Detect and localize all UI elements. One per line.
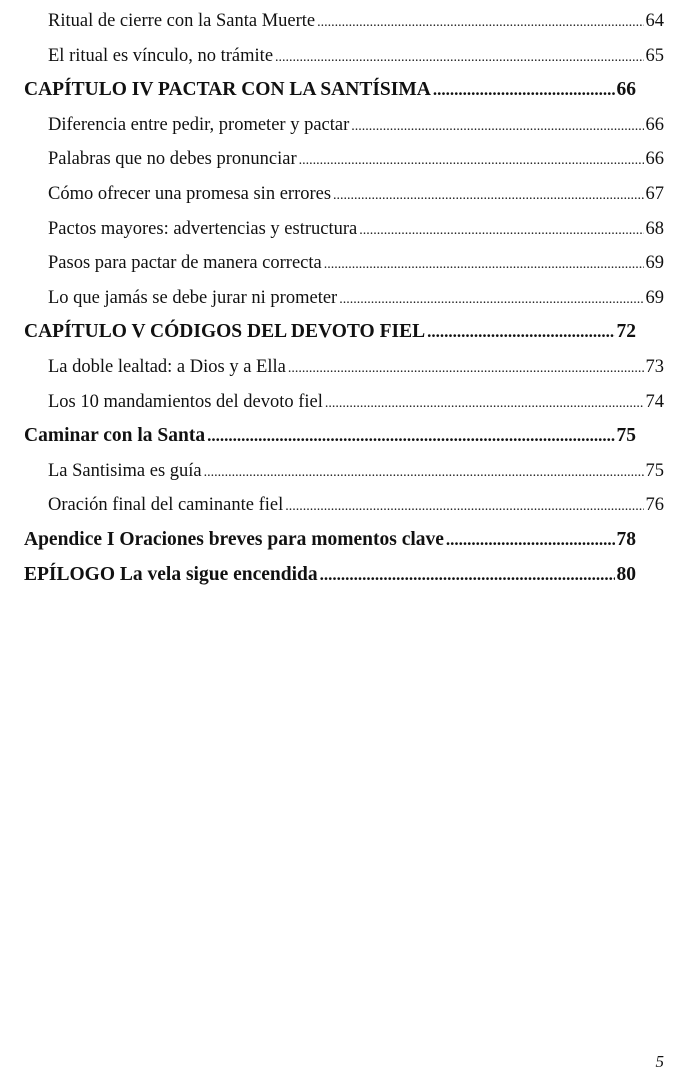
toc-chapter-entry[interactable] [0,73,700,108]
toc-entry[interactable] [0,454,700,489]
toc-dot-leader [351,110,643,145]
toc-entry-page: 67 [645,183,664,204]
toc-dot-leader [204,456,644,491]
toc-dot-leader [285,490,643,525]
toc-entry-title: EPÍLOGO La vela sigue encendida [24,563,318,585]
toc-entry[interactable] [0,350,700,385]
toc-chapter-entry[interactable] [0,315,700,350]
toc-dot-leader [359,214,643,249]
toc-entry[interactable] [0,281,700,316]
toc-entry-page: 75 [645,460,664,481]
toc-entry-title: Cómo ofrecer una promesa sin errores [48,183,332,204]
toc-entry[interactable] [0,246,700,281]
toc-entry-page: 66 [645,114,664,135]
toc-chapter-entry[interactable] [0,419,700,454]
toc-entry-title: Apendice I Oraciones breves para momentos clave [24,528,444,550]
toc-entry-page: 73 [645,356,664,377]
toc-entry-page: 68 [645,218,664,239]
toc-dot-leader [275,41,643,76]
toc-entry-title: Palabras que no debes pronunciar [48,149,297,170]
toc-dot-leader [339,283,643,318]
toc-entry-title: La Santisima es guía [48,460,202,481]
toc-entry-page: 64 [645,11,664,31]
toc-dot-leader [333,179,643,214]
toc-entry-page: 72 [616,321,636,343]
toc-dot-leader [427,315,614,350]
toc-entry-page: 78 [616,528,636,550]
toc-entry-page: 80 [616,563,636,585]
toc-entry[interactable] [0,177,700,212]
toc-entry-page: 69 [645,253,664,274]
toc-dot-leader [325,387,644,422]
toc-entry[interactable] [0,212,700,247]
toc-dot-leader [317,6,643,41]
toc-entry-title: La doble lealtad: a Dios y a Ella [48,356,286,377]
toc-dot-leader [288,352,644,387]
toc-entry[interactable] [0,39,700,74]
toc-entry[interactable] [0,488,700,523]
toc-dot-leader [324,248,644,283]
toc-entry[interactable] [0,142,700,177]
toc-entry-title: Los 10 mandamientos del devoto fiel [48,391,323,412]
toc-dot-leader [299,144,644,179]
toc-entry-title: Lo que jamás se debe jurar ni prometer [48,287,338,308]
toc-entry-title: CAPÍTULO V CÓDIGOS DEL DEVOTO FIEL [24,321,426,343]
toc-chapter-entry[interactable] [0,558,700,593]
toc-entry-page: 75 [616,425,636,447]
toc-entry-title: Oración final del caminante fiel [48,495,284,516]
toc-entry-title: Pactos mayores: advertencias y estructura [48,218,358,239]
toc-entry-page: 66 [616,79,636,101]
toc-entry[interactable] [0,108,700,143]
toc-entry-title: Pasos para pactar de manera correcta [48,253,322,274]
toc-chapter-entry[interactable] [0,523,700,558]
table-of-contents [0,4,700,592]
toc-entry[interactable] [0,385,700,420]
toc-dot-leader [446,523,615,558]
toc-entry-page: 66 [645,149,664,170]
toc-entry-title: CAPÍTULO IV PACTAR CON LA SANTÍSIMA [24,79,431,101]
toc-entry-title: Diferencia entre pedir, prometer y pactar [48,114,350,135]
toc-entry-page: 65 [645,45,664,66]
toc-dot-leader [207,419,614,454]
toc-entry-title: El ritual es vínculo, no trámite [48,45,274,66]
toc-entry-title: Caminar con la Santa [24,425,206,447]
toc-entry-page: 74 [645,391,664,412]
toc-entry-page: 69 [645,287,664,308]
toc-entry[interactable] [0,4,700,39]
toc-entry-page: 76 [645,495,664,516]
toc-dot-leader [320,558,615,593]
toc-entry-title: Ritual de cierre con la Santa Muerte [48,11,316,31]
toc-dot-leader [433,73,615,108]
page-number: 5 [655,1052,664,1071]
